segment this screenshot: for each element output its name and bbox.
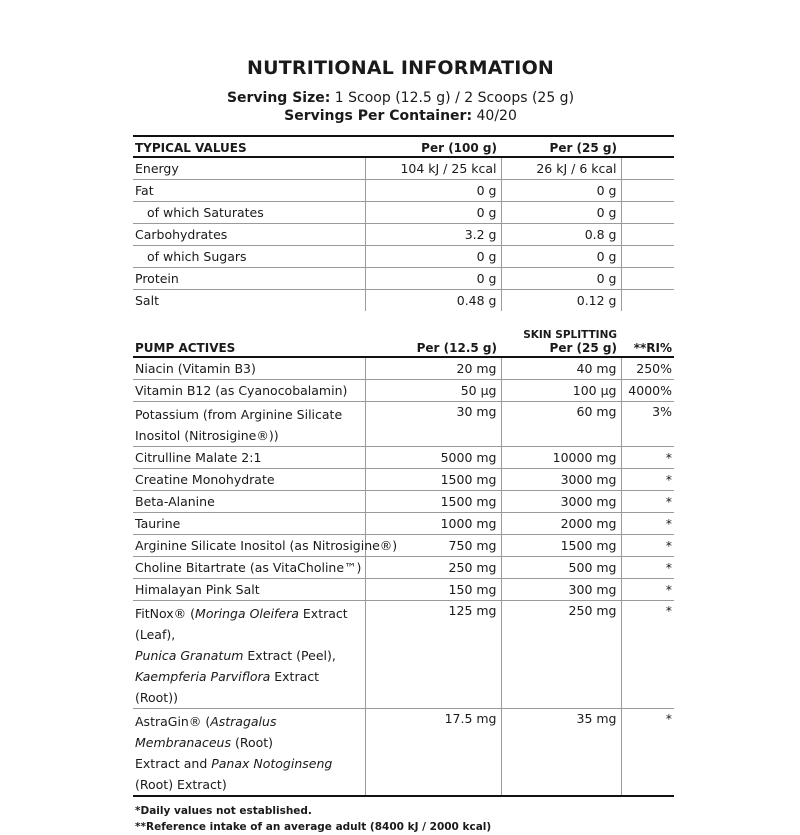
table-row xyxy=(133,579,674,601)
serving-size-label: Serving Size: xyxy=(226,90,331,106)
ingredient-value: 250 mg xyxy=(501,601,621,709)
ingredient-name: Vitamin B12 (as Cyanocobalamin) xyxy=(133,380,365,402)
ingredient-value: 125 mg xyxy=(365,601,501,709)
ingredient-value: 1500 mg xyxy=(365,469,501,491)
ingredient-name-fitnox: FitNox® (Moringa Oleifera Extract (Leaf), Punica Granatum Extract (Peel), Kaempferia Parviflora Extract (Root)) xyxy=(133,601,365,709)
typical-header-per100: Per (100 g) xyxy=(365,136,501,157)
table-row xyxy=(133,246,674,268)
table-row xyxy=(133,380,674,402)
ingredient-name: Choline Bitartrate (as VitaCholine™) xyxy=(133,557,365,579)
pump-header-ri: **RI% xyxy=(621,321,674,357)
ingredient-value: 40 mg xyxy=(501,357,621,380)
nutrient-value: 3.2 g xyxy=(365,224,501,246)
ingredient-ri: * xyxy=(621,557,674,579)
ingredient-name: Beta-Alanine xyxy=(133,491,365,513)
nutrient-value: 0 g xyxy=(501,246,621,268)
ingredient-ri: * xyxy=(621,709,674,797)
ingredient-value: 300 mg xyxy=(501,579,621,601)
nutrient-name: Salt xyxy=(135,293,159,308)
table-row xyxy=(133,469,674,491)
ingredient-name: Creatine Monohydrate xyxy=(133,469,365,491)
servings-label: Servings Per Container: xyxy=(284,108,473,124)
pump-header-per12: Per (12.5 g) xyxy=(365,321,501,357)
nutrient-name: Protein xyxy=(133,268,365,290)
nutrient-value: 0 g xyxy=(501,202,621,224)
ingredient-ri: * xyxy=(621,579,674,601)
ingredient-value: 500 mg xyxy=(501,557,621,579)
table-row xyxy=(133,535,674,557)
ingredient-name: Arginine Silicate Inositol (as Nitrosigine®) xyxy=(133,535,365,557)
ingredient-value: 1500 mg xyxy=(365,491,501,513)
ingredient-value: 50 µg xyxy=(365,380,501,402)
typical-header-per25: Per (25 g) xyxy=(501,136,621,157)
table-row xyxy=(133,268,674,290)
ingredient-value: 2000 mg xyxy=(501,513,621,535)
nutrient-value: 0 g xyxy=(365,246,501,268)
serving-size-value: 1 Scoop (12.5 g) / 2 Scoops (25 g) xyxy=(334,90,575,106)
typical-header-row xyxy=(133,136,674,157)
table-row xyxy=(133,709,674,797)
nutrient-value: 0.8 g xyxy=(501,224,621,246)
nutrient-name: Carbohydrates xyxy=(133,224,365,246)
pump-header-row xyxy=(133,321,674,357)
ingredient-value: 20 mg xyxy=(365,357,501,380)
pump-header-per25: SKIN SPLITTING Per (25 g) xyxy=(501,321,621,357)
ingredient-value: 30 mg xyxy=(365,402,501,447)
nutrient-value: 0.48 g xyxy=(365,290,501,312)
nutrient-value: 0.12 g xyxy=(501,290,621,312)
table-row xyxy=(133,224,674,246)
nutrient-name: of which Sugars xyxy=(133,246,365,268)
ingredient-name: Taurine xyxy=(133,513,365,535)
footnotes xyxy=(133,803,668,835)
ingredient-ri: * xyxy=(621,447,674,469)
table-row xyxy=(133,601,674,709)
ingredient-ri: * xyxy=(621,491,674,513)
table-row xyxy=(133,290,674,312)
nutrient-value: 104 kJ / 25 kcal xyxy=(365,157,501,180)
table-row xyxy=(133,491,674,513)
ingredient-value: 1000 mg xyxy=(365,513,501,535)
ingredient-ri: 3% xyxy=(621,402,674,447)
ingredient-value: 5000 mg xyxy=(365,447,501,469)
footnote-reference-intake: **Reference intake of an average adult (8400 kJ / 2000 kcal) xyxy=(135,821,492,833)
skin-splitting-label: SKIN SPLITTING xyxy=(523,329,617,341)
ingredient-ri: * xyxy=(621,601,674,709)
ingredient-value: 10000 mg xyxy=(501,447,621,469)
ingredient-value: 250 mg xyxy=(365,557,501,579)
pump-header: PUMP ACTIVES xyxy=(133,321,365,357)
table-row xyxy=(133,447,674,469)
nutrient-name: Energy xyxy=(133,157,365,180)
ingredient-value: 100 µg xyxy=(501,380,621,402)
ingredient-value: 17.5 mg xyxy=(365,709,501,797)
ingredient-value: 3000 mg xyxy=(501,469,621,491)
ingredient-value: 750 mg xyxy=(365,535,501,557)
page-title: NUTRITIONAL INFORMATION xyxy=(246,57,555,79)
typical-header: TYPICAL VALUES xyxy=(133,136,365,157)
ingredient-name: Potassium (from Arginine Silicate Inositol (Nitrosigine®)) xyxy=(133,402,365,447)
table-row xyxy=(133,202,674,224)
ingredient-ri: * xyxy=(621,513,674,535)
table-row xyxy=(133,402,674,447)
nutrition-table xyxy=(133,135,674,797)
nutrient-value: 0 g xyxy=(365,268,501,290)
nutrient-value: 0 g xyxy=(365,180,501,202)
nutrient-value: 0 g xyxy=(501,180,621,202)
nutrient-value: 0 g xyxy=(365,202,501,224)
ingredient-value: 1500 mg xyxy=(501,535,621,557)
ingredient-ri: * xyxy=(621,469,674,491)
ingredient-name-astragin: AstraGin® (Astragalus Membranaceus (Root) Extract and Panax Notoginseng (Root) Extract) xyxy=(133,709,365,797)
table-row xyxy=(133,513,674,535)
ingredient-ri: * xyxy=(621,535,674,557)
serving-size xyxy=(133,89,668,107)
nutrient-value: 26 kJ / 6 kcal xyxy=(501,157,621,180)
ingredient-value: 60 mg xyxy=(501,402,621,447)
footnote-daily-values: *Daily values not established. xyxy=(135,805,312,817)
table-row xyxy=(133,557,674,579)
ingredient-ri: 250% xyxy=(621,357,674,380)
ingredient-ri: 4000% xyxy=(621,380,674,402)
servings-value: 40/20 xyxy=(476,108,517,124)
nutrient-value: 0 g xyxy=(501,268,621,290)
ingredient-name: Citrulline Malate 2:1 xyxy=(133,447,365,469)
ingredient-value: 3000 mg xyxy=(501,491,621,513)
table-row xyxy=(133,180,674,202)
nutrient-name: Fat xyxy=(133,180,365,202)
ingredient-name: Niacin (Vitamin B3) xyxy=(133,357,365,380)
table-row xyxy=(133,157,674,180)
ingredient-value: 150 mg xyxy=(365,579,501,601)
ingredient-name: Himalayan Pink Salt xyxy=(133,579,365,601)
nutrient-name: of which Saturates xyxy=(133,202,365,224)
nutrition-panel xyxy=(133,57,672,835)
ingredient-value: 35 mg xyxy=(501,709,621,797)
table-row xyxy=(133,357,674,380)
servings-per-container xyxy=(133,107,668,125)
